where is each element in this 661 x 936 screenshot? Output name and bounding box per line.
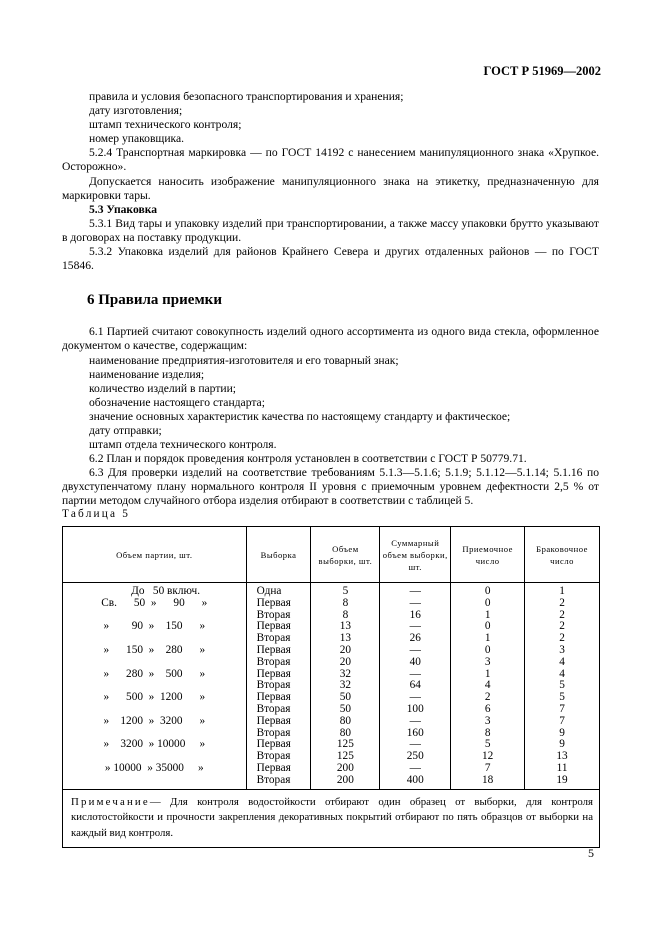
- cumulative-size-cell: 160: [380, 728, 451, 740]
- sample-size-cell: 80: [311, 728, 380, 740]
- lot-size-cell: [63, 775, 247, 789]
- lot-size-cell: [63, 704, 247, 716]
- cumulative-size-cell: —: [380, 621, 451, 633]
- sample-size-cell: 200: [311, 763, 380, 775]
- rejection-cell: 5: [525, 680, 600, 692]
- sample-size-cell: 20: [311, 645, 380, 657]
- col-header-sample: Выборка: [246, 527, 311, 583]
- table-row: [63, 704, 600, 716]
- cumulative-size-cell: —: [380, 583, 451, 598]
- sample-cell: Первая: [246, 621, 311, 633]
- rejection-cell: 13: [525, 751, 600, 763]
- sample-size-cell: 50: [311, 704, 380, 716]
- sample-cell: Первая: [246, 669, 311, 681]
- rejection-cell: 2: [525, 621, 600, 633]
- sample-size-cell: 200: [311, 775, 380, 789]
- acceptance-cell: 0: [451, 645, 525, 657]
- section-heading-6: 6 Правила приемки: [87, 292, 222, 309]
- note-text: — Для контроля водостойкости отбирают один образец от выборки, для контроля кислотостойкости и прочности закрепления декоративных покрытий отбирают по пять образцов от выборки на каждый вид контроля.: [71, 795, 593, 840]
- rejection-cell: 2: [525, 598, 600, 610]
- acceptance-cell: 1: [451, 610, 525, 622]
- table-row: [63, 763, 600, 775]
- rejection-cell: 19: [525, 775, 600, 789]
- sample-cell: Первая: [246, 739, 311, 751]
- table-row: [63, 669, 600, 681]
- sample-cell: Вторая: [246, 610, 311, 622]
- acceptance-cell: 5: [451, 739, 525, 751]
- acceptance-cell: 6: [451, 704, 525, 716]
- col-header-cumulative-size: Суммарный объем выборки, шт.: [380, 527, 451, 583]
- rejection-cell: 3: [525, 645, 600, 657]
- text-line: штамп отдела технического контроля.: [89, 438, 277, 452]
- acceptance-cell: 0: [451, 621, 525, 633]
- col-header-rejection-number: Браковочное число: [525, 527, 600, 583]
- cumulative-size-cell: —: [380, 598, 451, 610]
- acceptance-cell: 0: [451, 598, 525, 610]
- sample-cell: Вторая: [246, 728, 311, 740]
- paragraph-6-2: 6.2 План и порядок проведения контроля установлен в соответствии с ГОСТ Р 50779.71.: [89, 452, 527, 466]
- table-row: [63, 621, 600, 633]
- table-row: [63, 692, 600, 704]
- cumulative-size-cell: —: [380, 763, 451, 775]
- lot-size-cell: » 280 » 500 »: [63, 669, 247, 681]
- table-row: [63, 657, 600, 669]
- sample-cell: Первая: [246, 598, 311, 610]
- lot-size-cell: До 50 включ.: [63, 583, 247, 598]
- cumulative-size-cell: —: [380, 645, 451, 657]
- sample-size-cell: 8: [311, 610, 380, 622]
- paragraph-5-2-4: 5.2.4 Транспортная маркировка — по ГОСТ 14192 с нанесением манипуляционного знака «Хрупкое. Осторожно».: [62, 146, 599, 174]
- table-row: [63, 645, 600, 657]
- cumulative-size-cell: 250: [380, 751, 451, 763]
- text-line: обозначение настоящего стандарта;: [89, 395, 265, 409]
- sample-size-cell: 13: [311, 621, 380, 633]
- table-row: [63, 583, 600, 598]
- text-line: значение основных характеристик качества по настоящему стандарту и фактическое;: [89, 409, 511, 423]
- document-body: [62, 90, 599, 509]
- rejection-cell: 7: [525, 704, 600, 716]
- acceptance-cell: 12: [451, 751, 525, 763]
- sample-cell: Вторая: [246, 751, 311, 763]
- table-row: [63, 598, 600, 610]
- cumulative-size-cell: 40: [380, 657, 451, 669]
- heading-5-3: 5.3 Упаковка: [89, 202, 158, 216]
- rejection-cell: 4: [525, 657, 600, 669]
- cumulative-size-cell: 64: [380, 680, 451, 692]
- sample-cell: Вторая: [246, 704, 311, 716]
- page-number: 5: [588, 846, 594, 860]
- text-line: номер упаковщика.: [89, 132, 185, 146]
- cumulative-size-cell: 26: [380, 633, 451, 645]
- table-note: [63, 789, 600, 847]
- col-header-sample-size: Объем выборки, шт.: [311, 527, 380, 583]
- paragraph-6-3: 6.3 Для проверки изделий на соответствие требованиям 5.1.3—5.1.6; 5.1.9; 5.1.12—5.1.14; 5.1.16 по двухступенчатому плану нормального контроля II уровня с приемочным уровнем дефектности 2,5 % от партии методом случайного отбора изделия отбирают в соответствии с таблицей 5.: [62, 466, 599, 508]
- cumulative-size-cell: —: [380, 692, 451, 704]
- rejection-cell: 2: [525, 610, 600, 622]
- lot-size-cell: » 90 » 150 »: [63, 621, 247, 633]
- cumulative-size-cell: 16: [380, 610, 451, 622]
- rejection-cell: 2: [525, 633, 600, 645]
- sample-size-cell: 32: [311, 669, 380, 681]
- lot-size-cell: Св. 50 » 90 »: [63, 598, 247, 610]
- sample-cell: Первая: [246, 716, 311, 728]
- text-line: дату отправки;: [89, 423, 162, 437]
- rejection-cell: 9: [525, 728, 600, 740]
- sample-cell: Вторая: [246, 633, 311, 645]
- cumulative-size-cell: 100: [380, 704, 451, 716]
- acceptance-cell: 3: [451, 716, 525, 728]
- rejection-cell: 9: [525, 739, 600, 751]
- lot-size-cell: » 10000 » 35000 »: [63, 763, 247, 775]
- acceptance-cell: 4: [451, 680, 525, 692]
- sample-size-cell: 20: [311, 657, 380, 669]
- rejection-cell: 5: [525, 692, 600, 704]
- acceptance-cell: 1: [451, 669, 525, 681]
- table-caption: Таблица 5: [62, 508, 131, 520]
- text-line: дату изготовления;: [89, 104, 183, 118]
- acceptance-cell: 2: [451, 692, 525, 704]
- rejection-cell: 4: [525, 669, 600, 681]
- acceptance-cell: 0: [451, 583, 525, 598]
- lot-size-cell: » 150 » 280 »: [63, 645, 247, 657]
- document-header: ГОСТ Р 51969—2002: [483, 64, 601, 78]
- table-header-row: [63, 527, 600, 583]
- sample-size-cell: 80: [311, 716, 380, 728]
- sample-cell: Вторая: [246, 680, 311, 692]
- lot-size-cell: » 3200 » 10000 »: [63, 739, 247, 751]
- sample-size-cell: 125: [311, 751, 380, 763]
- col-header-lot-size: Объем партии, шт.: [63, 527, 247, 583]
- sample-size-cell: 5: [311, 583, 380, 598]
- cumulative-size-cell: —: [380, 739, 451, 751]
- rejection-cell: 11: [525, 763, 600, 775]
- sample-size-cell: 8: [311, 598, 380, 610]
- sample-cell: Первая: [246, 692, 311, 704]
- table-row: [63, 739, 600, 751]
- acceptance-cell: 3: [451, 657, 525, 669]
- acceptance-cell: 7: [451, 763, 525, 775]
- table-row: [63, 716, 600, 728]
- sample-cell: Вторая: [246, 657, 311, 669]
- cumulative-size-cell: 400: [380, 775, 451, 789]
- acceptance-cell: 8: [451, 728, 525, 740]
- acceptance-cell: 1: [451, 633, 525, 645]
- text-line: наименование изделия;: [89, 367, 205, 381]
- paragraph-6-1: 6.1 Партией считают совокупность изделий одного ассортимента из одного вида стекла, оформленное документом о качестве, содержащим:: [62, 325, 599, 353]
- sample-cell: Вторая: [246, 775, 311, 789]
- lot-size-cell: » 1200 » 3200 »: [63, 716, 247, 728]
- note-label: Примечание: [71, 795, 150, 808]
- sample-size-cell: 50: [311, 692, 380, 704]
- text-line: штамп технического контроля;: [89, 118, 242, 132]
- sample-cell: Первая: [246, 645, 311, 657]
- cumulative-size-cell: —: [380, 669, 451, 681]
- paragraph-5-3-1: 5.3.1 Вид тары и упаковку изделий при транспортировании, а также массу упаковки брутто указывают в договорах на поставку продукции.: [62, 216, 599, 244]
- text-line: наименование предприятия-изготовителя и его товарный знак;: [89, 353, 399, 367]
- rejection-cell: 7: [525, 716, 600, 728]
- paragraph-5-2-4-b: Допускается наносить изображение манипуляционного знака на этикетку, предназначенную для маркировки тары.: [62, 174, 599, 202]
- paragraph-5-3-2: 5.3.2 Упаковка изделий для районов Крайнего Севера и других отдаленных районов — по ГОСТ 15846.: [62, 245, 599, 273]
- lot-size-cell: [63, 657, 247, 669]
- sample-size-cell: 125: [311, 739, 380, 751]
- col-header-acceptance-number: Приемочное число: [451, 527, 525, 583]
- sample-size-cell: 13: [311, 633, 380, 645]
- text-line: правила и условия безопасного транспортирования и хранения;: [89, 90, 404, 103]
- sample-cell: Первая: [246, 763, 311, 775]
- rejection-cell: 1: [525, 583, 600, 598]
- table-row: [63, 775, 600, 789]
- sample-size-cell: 32: [311, 680, 380, 692]
- acceptance-cell: 18: [451, 775, 525, 789]
- cumulative-size-cell: —: [380, 716, 451, 728]
- text-line: количество изделий в партии;: [89, 381, 237, 395]
- lot-size-cell: » 500 » 1200 »: [63, 692, 247, 704]
- sample-cell: Одна: [246, 583, 311, 598]
- sampling-table: [62, 526, 600, 848]
